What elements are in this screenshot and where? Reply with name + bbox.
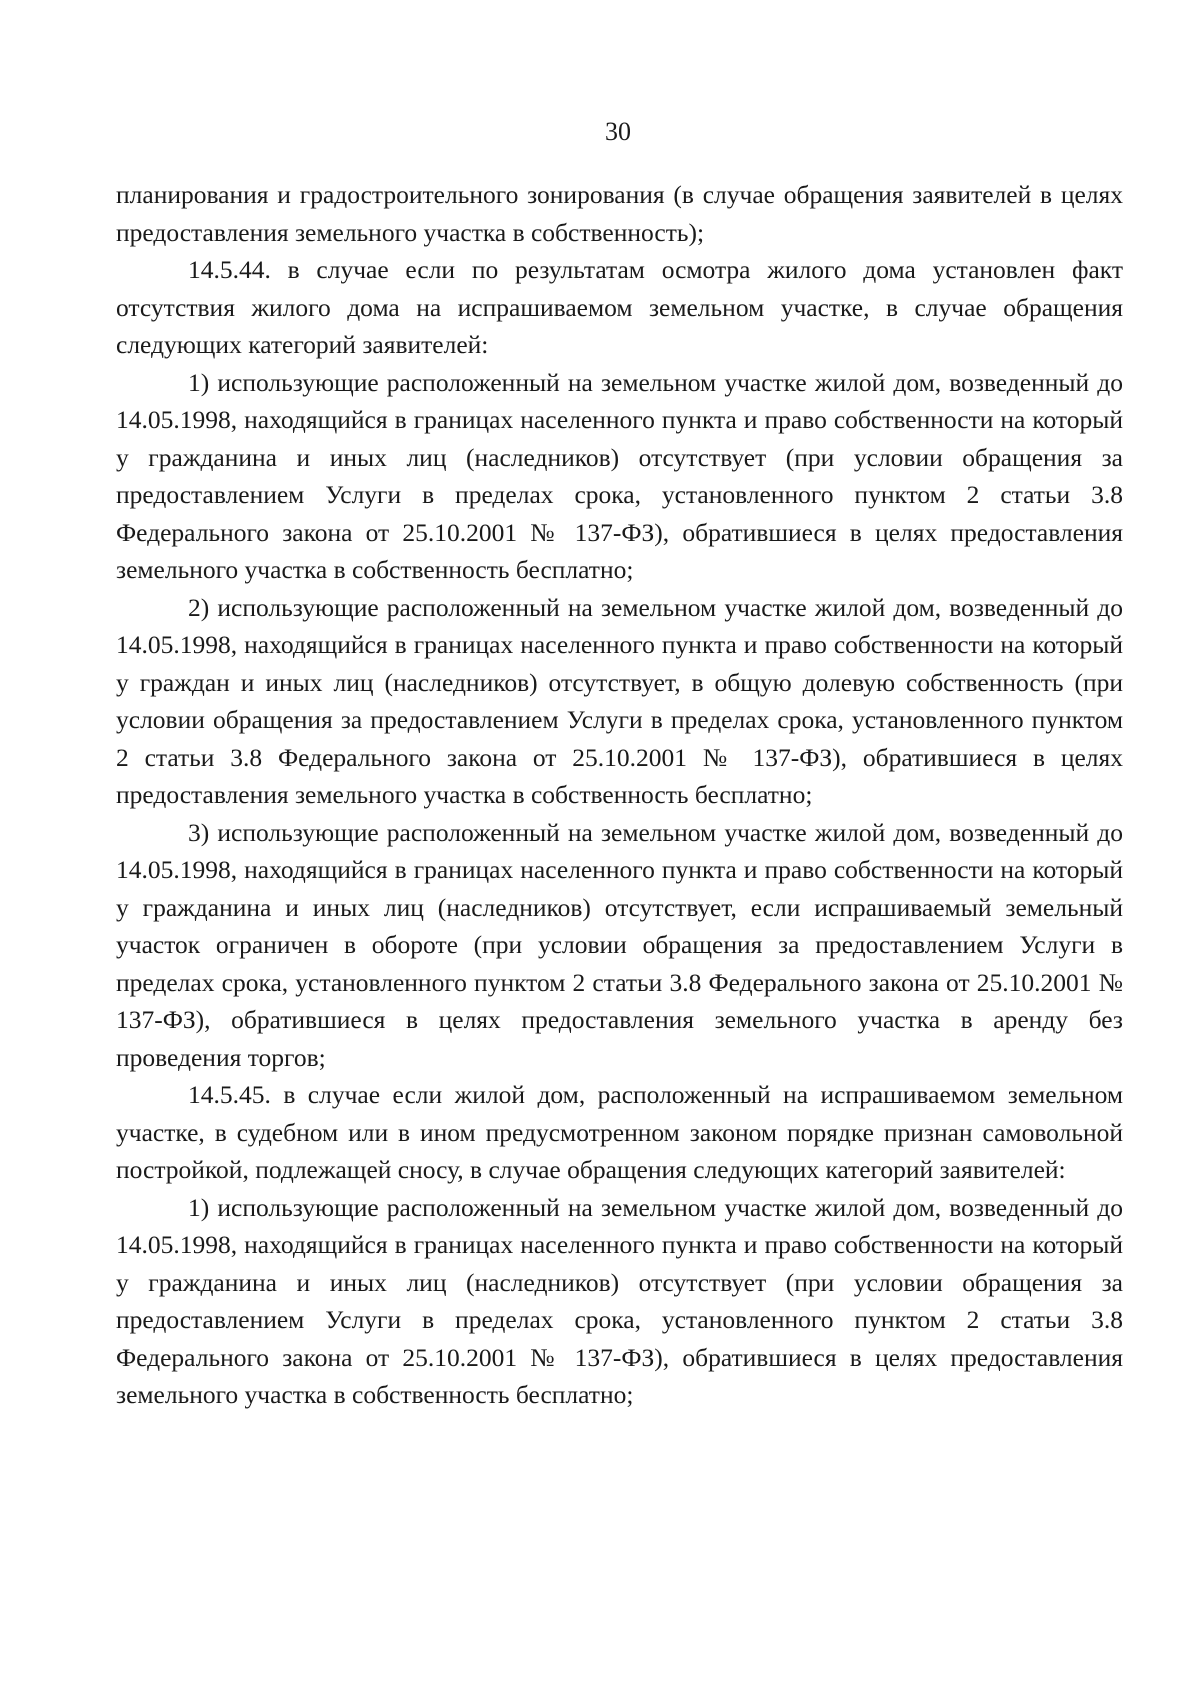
paragraph-clause-14-5-45: 14.5.45. в случае если жилой дом, расположенный на испрашиваемом земельном участке, в судебном или в ином предусмотренном законом порядке признан самовольной постройкой, подлежащей сносу, в случае обращения следующих категорий заявителей:: [116, 1080, 1123, 1184]
paragraph-item-3: 3) использующие расположенный на земельном участке жилой дом, возведенный до 14.05.1998, находящийся в границах населенного пункта и право собственности на который у гражданина и иных лиц (наследников) отсутствует, если испрашиваемый земельный участок ограничен в обороте (при условии обращения за предоставлением Услуги в пределах срока, установленного пунктом 2 статьи 3.8 Федерального закона от 25.10.2001 № 137-ФЗ), обратившиеся в целях предоставления земельного участка в аренду без проведения торгов;: [116, 817, 1123, 1072]
page-number: 30: [605, 117, 631, 146]
paragraph-clause-14-5-44: 14.5.44. в случае если по результатам осмотра жилого дома установлен факт отсутствия жилого дома на испрашиваемом земельном участке, в случае обращения следующих категорий заявителей:: [116, 255, 1123, 359]
document-body: [116, 176, 1123, 1414]
paragraph-continuation: планирования и градостроительного зонирования (в случае обращения заявителей в целях предоставления земельного участка в собственность);: [116, 180, 1123, 247]
paragraph-item-1: 1) использующие расположенный на земельном участке жилой дом, возведенный до 14.05.1998, находящийся в границах населенного пункта и право собственности на который у гражданина и иных лиц (наследников) отсутствует (при условии обращения за предоставлением Услуги в пределах срока, установленного пунктом 2 статьи 3.8 Федерального закона от 25.10.2001 № 137-ФЗ), обратившиеся в целях предоставления земельного участка в собственность бесплатно;: [116, 367, 1123, 584]
paragraph-item-2: 2) использующие расположенный на земельном участке жилой дом, возведенный до 14.05.1998, находящийся в границах населенного пункта и право собственности на который у граждан и иных лиц (наследников) отсутствует, в общую долевую собственность (при условии обращения за предоставлением Услуги в пределах срока, установленного пунктом 2 статьи 3.8 Федерального закона от 25.10.2001 № 137-ФЗ), обратившиеся в целях предоставления земельного участка в собственность бесплатно;: [116, 592, 1123, 809]
paragraph-item-1-second: 1) использующие расположенный на земельном участке жилой дом, возведенный до 14.05.1998, находящийся в границах населенного пункта и право собственности на который у гражданина и иных лиц (наследников) отсутствует (при условии обращения за предоставлением Услуги в пределах срока, установленного пунктом 2 статьи 3.8 Федерального закона от 25.10.2001 № 137-ФЗ), обратившиеся в целях предоставления земельного участка в собственность бесплатно;: [116, 1192, 1123, 1409]
